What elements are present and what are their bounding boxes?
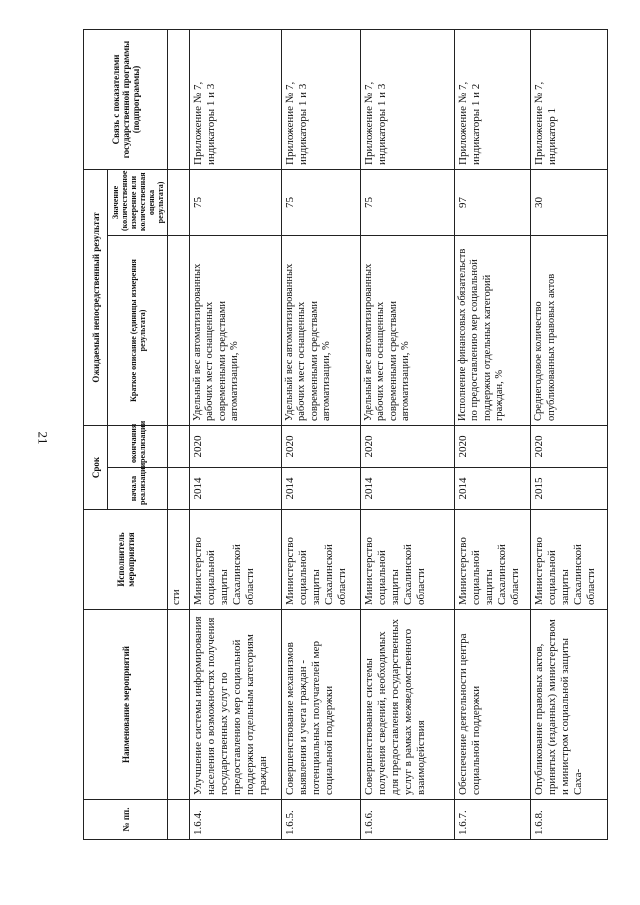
row-num: 1.6.7. xyxy=(454,800,531,840)
header-executor: Исполнитель мероприятия xyxy=(84,510,168,610)
header-term: Срок xyxy=(84,425,108,509)
table-row xyxy=(281,29,360,839)
row-name: Совершенствование системы получения сведений, необходимых для предоставления государственных услуг в рамках межведомственного взаимодействия xyxy=(360,610,454,800)
header-num: № пп. xyxy=(84,800,168,840)
row-link: Приложение № 7, индикаторы 1 и 3 xyxy=(189,29,281,169)
row-desc: Удельный вес автоматизированных рабочих мест оснащенных современными средствами автоматизации, % xyxy=(281,235,360,425)
header-name: Наименование мероприятий xyxy=(84,610,168,800)
header-link: Связь с показателями государственной программы (подпрограммы) xyxy=(84,29,168,169)
row-end: 2020 xyxy=(531,425,608,467)
row-name: Обеспечение деятельности центра социальной поддержки xyxy=(454,610,531,800)
measures-table xyxy=(83,29,608,840)
row-num: 1.6.5. xyxy=(281,800,360,840)
row-link: Приложение № 7, индикаторы 1 и 2 xyxy=(454,29,531,169)
row-start: 2014 xyxy=(454,468,531,510)
row-end: 2020 xyxy=(189,425,281,467)
header-result-value: Значение (количественное измерение или количественная оценка результата) xyxy=(108,169,168,235)
row-end: 2020 xyxy=(281,425,360,467)
row-desc: Среднегодовое количество опубликованных правовых актов xyxy=(531,235,608,425)
row-executor: Министерство социальной защиты Сахалинской области xyxy=(281,510,360,610)
header-term-start: начала реализации xyxy=(108,468,168,510)
row-value: 30 xyxy=(531,169,608,235)
row-value: 75 xyxy=(189,169,281,235)
continuation-cell: сти xyxy=(168,510,190,610)
header-result: Ожидаемый непосредственный результат xyxy=(84,169,108,425)
continuation-row xyxy=(168,29,190,839)
header-result-desc: Краткое описание (единицы измерения результата) xyxy=(108,235,168,425)
row-executor: Министерство социальной защиты Сахалинской области xyxy=(454,510,531,610)
table-row xyxy=(189,29,281,839)
table-row xyxy=(454,29,531,839)
row-link: Приложение № 7, индикатор 1 xyxy=(531,29,608,169)
row-num: 1.6.4. xyxy=(189,800,281,840)
rotated-table-container xyxy=(83,30,608,840)
row-name: Опубликование правовых актов, принятых (изданных) министерством и министром социальной защиты Саха- xyxy=(531,610,608,800)
row-value: 97 xyxy=(454,169,531,235)
row-num: 1.6.6. xyxy=(360,800,454,840)
row-start: 2014 xyxy=(281,468,360,510)
row-start: 2014 xyxy=(360,468,454,510)
row-num: 1.6.8. xyxy=(531,800,608,840)
page-number: 21 xyxy=(35,431,51,445)
row-executor: Министерство социальной защиты Сахалинской области xyxy=(531,510,608,610)
row-start: 2014 xyxy=(189,468,281,510)
row-desc: Исполнение финансовых обязательств по предоставлению мер социальной поддержки отдельных категорий граждан, % xyxy=(454,235,531,425)
row-end: 2020 xyxy=(454,425,531,467)
row-name: Совершенствование механизмов выявления и учета граждан - потенциальных получателей мер социальной поддержки xyxy=(281,610,360,800)
row-value: 75 xyxy=(281,169,360,235)
row-desc: Удельный вес автоматизированных рабочих мест оснащенных современными средствами автоматизации, % xyxy=(360,235,454,425)
header-term-end: окончания реализации xyxy=(108,425,168,467)
row-executor: Министерство социальной защиты Сахалинской области xyxy=(189,510,281,610)
row-desc: Удельный вес автоматизированных рабочих мест оснащенных современными средствами автоматизации, % xyxy=(189,235,281,425)
row-end: 2020 xyxy=(360,425,454,467)
row-name: Улучшение системы информирования населения о возможностях получения государственных услуг по предоставлению мер социальной поддержки отдельным категориям граждан xyxy=(189,610,281,800)
row-executor: Министерство социальной защиты Сахалинской области xyxy=(360,510,454,610)
table-row xyxy=(360,29,454,839)
row-link: Приложение № 7, индикаторы 1 и 3 xyxy=(281,29,360,169)
row-value: 75 xyxy=(360,169,454,235)
row-link: Приложение № 7, индикаторы 1 и 3 xyxy=(360,29,454,169)
table-row xyxy=(531,29,608,839)
row-start: 2015 xyxy=(531,468,608,510)
